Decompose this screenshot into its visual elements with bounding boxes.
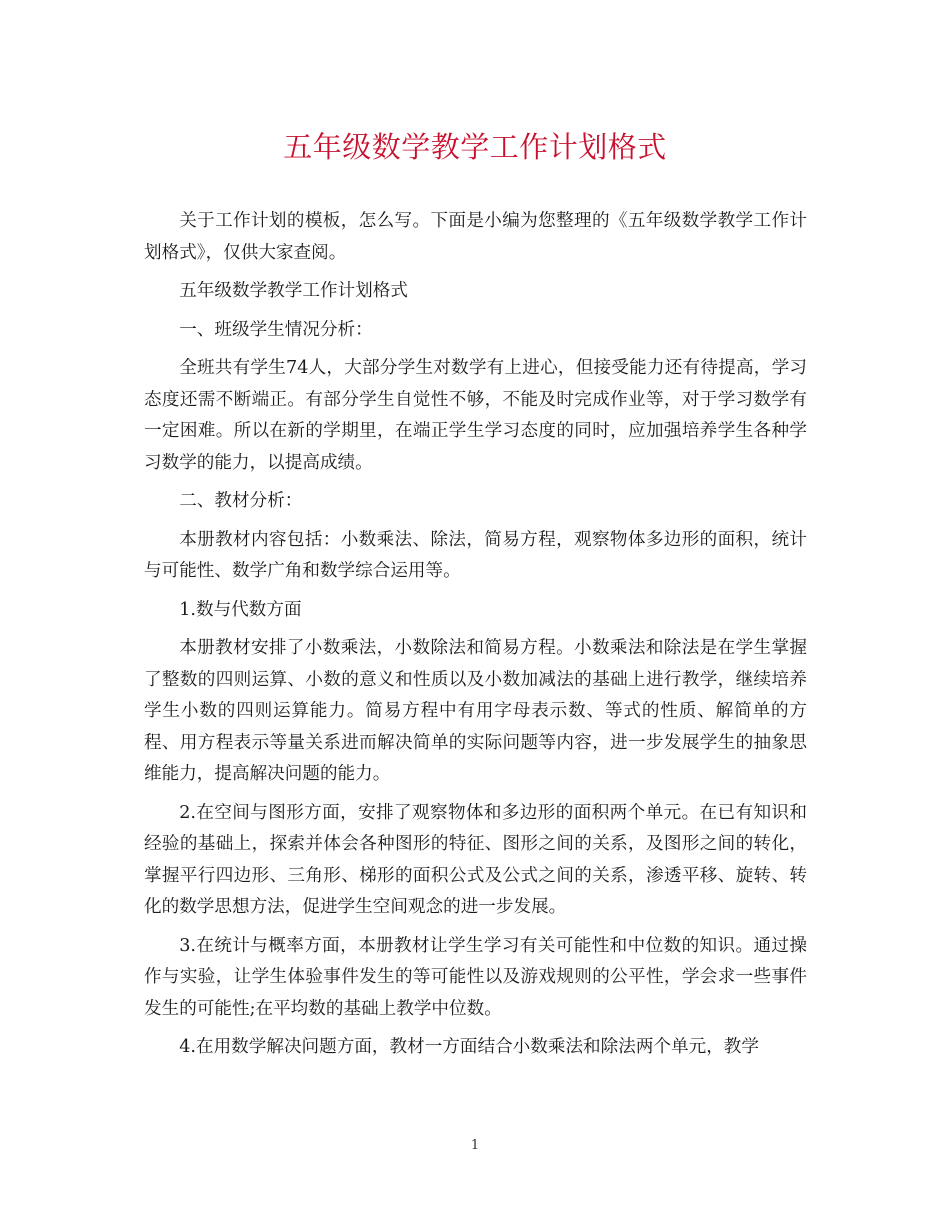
section-heading-class-analysis: 一、班级学生情况分析： bbox=[179, 319, 373, 340]
page-number: 1 bbox=[470, 1138, 480, 1153]
section-heading-textbook-analysis: 二、教材分析： bbox=[179, 491, 303, 511]
class-analysis-paragraph: 全班共有学生74人，大部分学生对数学有上进心，但接受能力还有待提高，学习态度还需不断端正。有部分学生自觉性不够，不能及时完成作业等，对于学习数学有一定困难。所以在新的学期里，在端正学生学习态度的同时，应加强培养学生各种学习数学的能力，以提高成绩。 bbox=[144, 358, 807, 473]
intro-paragraph: 关于工作计划的模板，怎么写。下面是小编为您整理的《五年级数学教学工作计划格式》，仅供大家查阅。 bbox=[144, 211, 807, 263]
page-title: 五年级数学教学工作计划格式 bbox=[283, 130, 667, 164]
numbers-algebra-paragraph: 本册教材安排了小数乘法，小数除法和简易方程。小数乘法和除法是在学生掌握了整数的四则运算、小数的意义和性质以及小数加减法的基础上进行教学，继续培养学生小数的四则运算能力。简易方程中有用字母表示数、等式的性质、解简单的方程、用方程表示等量关系进而解决简单的实际问题等内容，进一步发展学生的抽象思维能力，提高解决问题的能力。 bbox=[144, 638, 807, 784]
subsection-heading-numbers-algebra: 1.数与代数方面 bbox=[179, 599, 302, 620]
problem-solving-paragraph: 4.在用数学解决问题方面，教材一方面结合小数乘法和除法两个单元，教学 bbox=[179, 1037, 759, 1057]
textbook-content-paragraph: 本册教材内容包括：小数乘法、除法，简易方程，观察物体多边形的面积，统计与可能性、数学广角和数学综合运用等。 bbox=[144, 529, 807, 581]
statistics-probability-paragraph: 3.在统计与概率方面，本册教材让学生学习有关可能性和中位数的知识。通过操作与实验，让学生体验事件发生的等可能性以及游戏规则的公平性，学会求一些事件发生的可能性;在平均数的基础上教学中位数。 bbox=[144, 935, 807, 1019]
document-body bbox=[144, 206, 807, 1064]
space-geometry-paragraph: 2.在空间与图形方面，安排了观察物体和多边形的面积两个单元。在已有知识和经验的基础上，探索并体会各种图形的特征、图形之间的关系，及图形之间的转化，掌握平行四边形、三角形、梯形的面积公式及公式之间的关系，渗透平移、旋转、转化的数学思想方法，促进学生空间观念的进一步发展。 bbox=[144, 802, 807, 917]
subtitle-paragraph: 五年级数学教学工作计划格式 bbox=[179, 281, 408, 301]
